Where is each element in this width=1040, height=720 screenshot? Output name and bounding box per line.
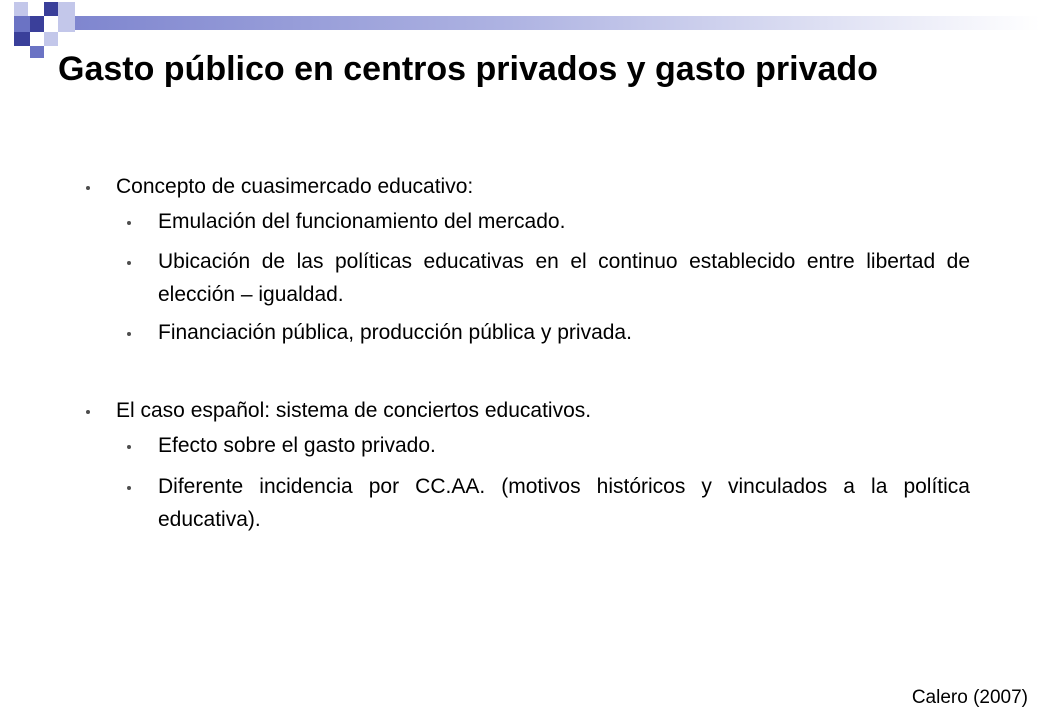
bullet-item — [116, 394, 976, 427]
bullet-dot-icon — [127, 486, 131, 490]
decorative-square — [44, 32, 58, 46]
sub-bullet-item — [158, 470, 970, 536]
sub-bullet-item — [158, 245, 970, 311]
sub-bullet-text: Diferente incidencia por CC.AA. (motivos históricos y vinculados a la política educativa). — [158, 475, 970, 531]
decorative-square — [14, 16, 30, 32]
bullet-dot-icon — [127, 332, 131, 336]
sub-bullet-text: Ubicación de las políticas educativas en el continuo establecido entre libertad de elección – igualdad. — [158, 250, 970, 306]
decorative-square — [14, 2, 28, 16]
sub-bullet-text: Efecto sobre el gasto privado. — [158, 434, 436, 457]
decorative-square — [58, 2, 75, 16]
slide-title: Gasto público en centros privados y gasto privado — [58, 50, 878, 88]
citation: Calero (2007) — [911, 687, 1028, 708]
decorative-square — [14, 32, 30, 46]
decorative-square — [44, 2, 58, 16]
decorative-gradient-bar — [75, 16, 1040, 30]
bullet-text: Concepto de cuasimercado educativo: — [116, 175, 474, 198]
sub-bullet-item — [158, 429, 970, 462]
bullet-item — [116, 170, 976, 203]
sub-bullet-item — [158, 316, 970, 349]
bullet-dot-icon — [127, 445, 131, 449]
sub-bullet-text: Financiación pública, producción pública y privada. — [158, 321, 632, 344]
bullet-dot-icon — [127, 261, 131, 265]
bullet-dot-icon — [86, 410, 90, 414]
sub-bullet-text: Emulación del funcionamiento del mercado. — [158, 210, 566, 233]
decorative-square — [30, 46, 44, 58]
bullet-dot-icon — [86, 186, 90, 190]
bullet-text: El caso español: sistema de conciertos educativos. — [116, 399, 592, 422]
bullet-dot-icon — [127, 221, 131, 225]
decorative-square — [58, 16, 75, 32]
sub-bullet-item — [158, 205, 970, 238]
decorative-square — [30, 16, 44, 32]
